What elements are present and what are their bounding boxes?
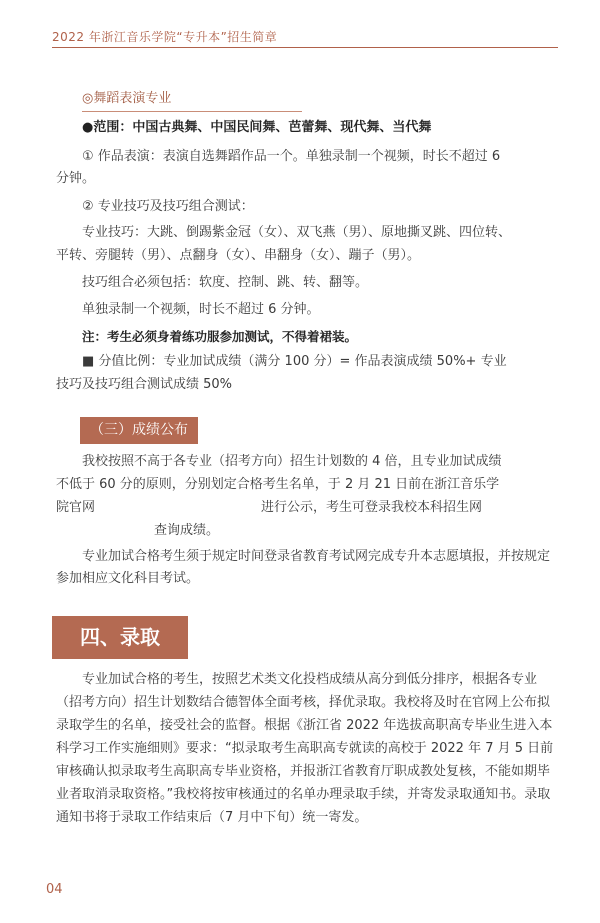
dance-item1-line2: 分钟。 [56, 171, 96, 186]
dance-scope: ●范围：中国古典舞、中国民间舞、芭蕾舞、现代舞、当代舞 [82, 120, 432, 135]
dance-ratio-line2: 技巧及技巧组合测试成绩 50% [56, 377, 233, 392]
results-p1-line3a: 院官网 [56, 500, 96, 515]
results-p1-line3b: 进行公示，考生可登录我校本科招生网 [261, 500, 483, 515]
subtitle-divider [82, 111, 302, 112]
dance-ratio-line1: ■ 分值比例：专业加试成绩（满分 100 分）= 作品表演成绩 50%+ 专业 [82, 354, 507, 369]
dance-record: 单独录制一个视频，时长不超过 6 分钟。 [82, 302, 320, 317]
dance-subtitle: ◎舞蹈表演专业 [82, 91, 172, 106]
dance-skills-line2: 平转、旁腿转（男）、点翻身（女）、串翻身（女）、蹦子（男）。 [56, 248, 421, 263]
header-divider [52, 47, 558, 48]
results-p1-line2: 不低于 60 分的原则，分别划定合格考生名单，于 2 月 21 日前在浙江音乐学 [56, 477, 500, 492]
dance-combo: 技巧组合必须包括：软度、控制、跳、转、翻等。 [82, 275, 369, 290]
results-heading: （三）成绩公布 [80, 417, 198, 444]
page-header-title: 2022 年浙江音乐学院“专升本”招生简章 [52, 30, 278, 44]
dance-item2: ② 专业技巧及技巧组合测试： [82, 199, 254, 214]
admission-heading: 四、录取 [52, 616, 188, 659]
results-p1-line1: 我校按照不高于各专业（招考方向）招生计划数的 4 倍，且专业加试成绩 [82, 454, 502, 469]
results-p1-line4: 查询成绩。 [154, 523, 220, 538]
admission-paragraph: 专业加试合格的考生，按照艺术类文化投档成绩从高分到低分排序，根据各专业（招考方向）招生计划数结合德智体全面考核，择优录取。我校将及时在官网上公布拟录取学生的名单，接受社会的监督。根据《浙江省 2022 年选拔高职高专毕业生进入本科学习工作实施细则》要求：“拟录取考生高职高专就读的高校于 2022 年 7 月 5 日前审核确认拟录取考生高职高专毕业资格，并报浙江省教育厅职成教处复核，不能如期毕业者取消录取资格。”我校将按审核通过的名单办理录取手续，并寄发录取通知书。录取通知书将于录取工作结束后（7 月中下旬）统一寄发。 [56, 672, 554, 825]
page-number: 04 [46, 882, 63, 897]
dance-item1-line1: ① 作品表演：表演自选舞蹈作品一个。单独录制一个视频，时长不超过 6 [82, 149, 501, 164]
dance-skills-line1: 专业技巧：大跳、倒踢紫金冠（女）、双飞燕（男）、原地撕叉跳、四位转、 [82, 225, 512, 240]
dance-note: 注：考生必须身着练功服参加测试，不得着裙装。 [82, 329, 358, 344]
results-p2: 专业加试合格考生须于规定时间登录省教育考试网完成专升本志愿填报，并按规定参加相应文化科目考试。 [56, 549, 551, 586]
